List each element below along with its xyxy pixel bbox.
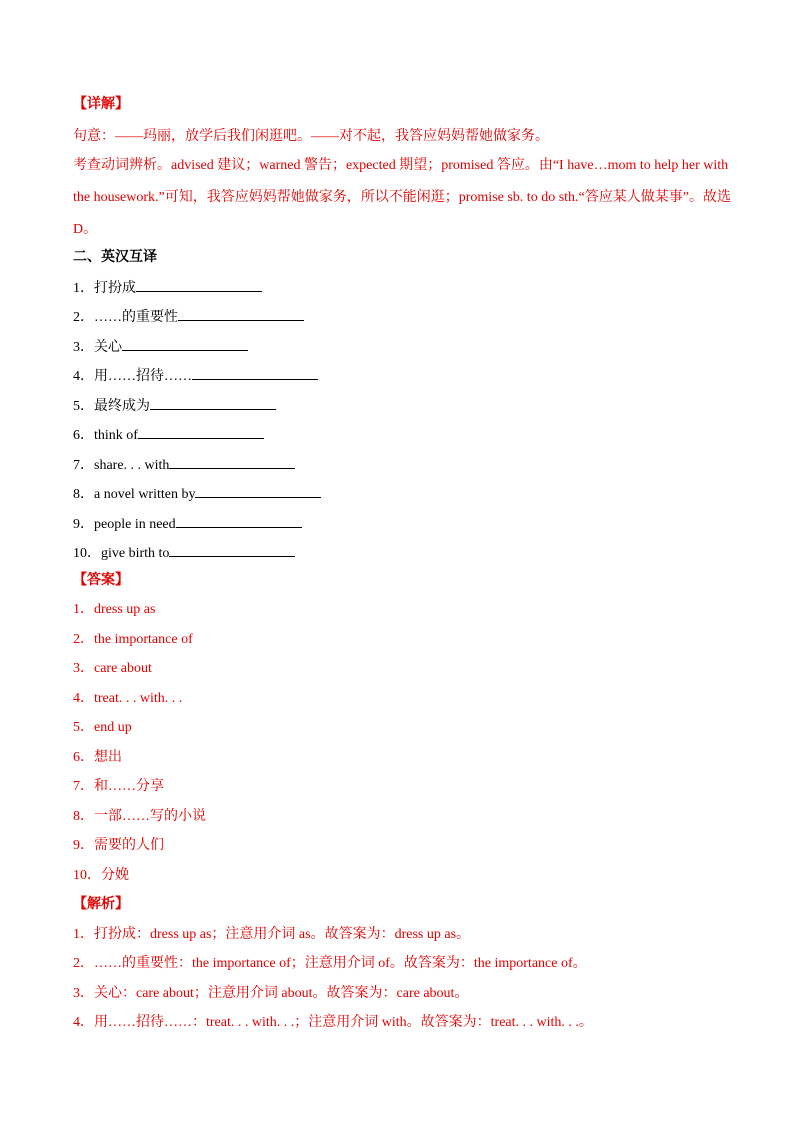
answer-blank: [150, 395, 276, 410]
question-text: 9．people in need: [73, 517, 176, 532]
answer-blank: [136, 277, 262, 292]
question-item: [73, 365, 318, 387]
question-item: [73, 454, 295, 476]
question-text: 2．……的重要性: [73, 310, 178, 325]
detail-analysis: 考查动词辨析。advised 建议；warned 警告；expected 期望；promised 答应。由“I have…mom to help her with the housework.”可知，我答应妈妈帮她做家务，所以不能闲逛；promise sb. to do sth.“答应某人做某事”。故选 D。: [73, 158, 731, 237]
question-text: 5．最终成为: [73, 399, 150, 414]
answer-blank: [178, 306, 304, 321]
explanation-item: 4．用……招待……：treat. . . with. . .；注意用介词 with。故答案为：treat. . . with. . .。: [73, 1015, 593, 1030]
answer-item: 2．the importance of: [73, 632, 193, 647]
question-item: [73, 336, 248, 358]
answer-blank: [122, 336, 248, 351]
question-item: [73, 483, 321, 505]
explanation-item: 1．打扮成：dress up as；注意用介词 as。故答案为：dress up as。: [73, 927, 471, 942]
answer-item: 5．end up: [73, 720, 132, 735]
question-item: [73, 542, 295, 564]
question-item: [73, 513, 302, 535]
question-text: 1．打扮成: [73, 281, 136, 296]
answer-item: 4．treat. . . with. . .: [73, 691, 183, 706]
question-item: [73, 277, 262, 299]
answer-item: 6．想出: [73, 750, 122, 765]
question-item: [73, 395, 276, 417]
question-text: 6．think of: [73, 428, 138, 443]
answer-blank: [176, 513, 302, 528]
question-item: [73, 306, 304, 328]
section-title: 二、英汉互译: [73, 250, 157, 265]
answer-item: 10．分娩: [73, 868, 129, 883]
answer-item: 3．care about: [73, 661, 152, 676]
question-text: 8．a novel written by: [73, 487, 196, 502]
answer-blank: [169, 454, 295, 469]
question-text: 3．关心: [73, 340, 122, 355]
explanation-heading: 【解析】: [73, 897, 129, 912]
detail-heading: 【详解】: [73, 97, 129, 112]
question-item: [73, 424, 264, 446]
question-text: 4．用……招待……: [73, 369, 192, 384]
explanation-item: 2．……的重要性：the importance of；注意用介词 of。故答案为：the importance of。: [73, 956, 587, 971]
answer-blank: [138, 424, 264, 439]
explanation-item: 3．关心：care about；注意用介词 about。故答案为：care about。: [73, 986, 469, 1001]
answer-blank: [192, 365, 318, 380]
answer-blank: [169, 542, 295, 557]
answers-heading: 【答案】: [73, 573, 129, 588]
answer-item: 9．需要的人们: [73, 838, 164, 853]
question-text: 7．share. . . with: [73, 458, 170, 473]
answer-item: 7．和……分享: [73, 779, 164, 794]
answer-item: 1．dress up as: [73, 602, 156, 617]
answer-blank: [195, 483, 321, 498]
answer-item: 8．一部……写的小说: [73, 809, 206, 824]
question-text: 10．give birth to: [73, 546, 170, 561]
detail-meaning: 句意：——玛丽，放学后我们闲逛吧。——对不起，我答应妈妈帮她做家务。: [73, 129, 549, 144]
